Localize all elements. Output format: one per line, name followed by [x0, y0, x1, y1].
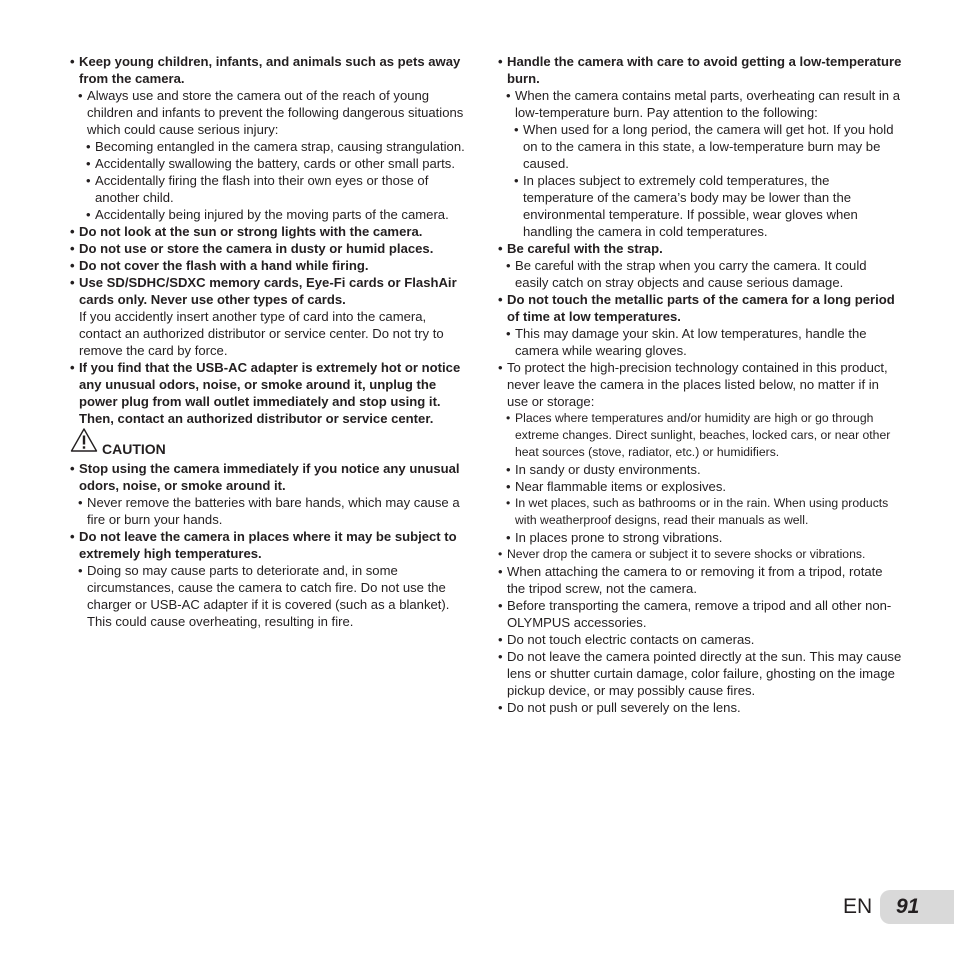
- bullet-item: • This may damage your skin. At low temperatures, handle the camera while wearing gloves.: [498, 325, 902, 359]
- caution-label: CAUTION: [102, 441, 166, 457]
- bullet-item: • Never remove the batteries with bare hands, which may cause a fire or burn your hands.: [70, 494, 472, 528]
- left-column: [70, 53, 472, 630]
- bullet-item: • Places where temperatures and/or humidity are high or go through extreme changes. Direct sunlight, beaches, locked cars, or near other heat sources (stove, radiator, etc.) or humidifiers.: [498, 410, 902, 461]
- bullet-heading: • Do not touch electric contacts on cameras.: [498, 631, 902, 648]
- bullet-heading: • Do not cover the flash with a hand while firing.: [70, 257, 472, 274]
- warning-triangle-icon: [70, 427, 98, 453]
- bullet-heading: • Do not look at the sun or strong lights with the camera.: [70, 223, 472, 240]
- bullet-item: • Becoming entangled in the camera strap, causing strangulation.: [70, 138, 472, 155]
- bullet-item: • When used for a long period, the camera will get hot. If you hold on to the camera in this state, a low-temperature burn may be caused.: [498, 121, 902, 172]
- bullet-heading: • Before transporting the camera, remove a tripod and all other non-OLYMPUS accessories.: [498, 597, 902, 631]
- bullet-item: • In places prone to strong vibrations.: [498, 529, 902, 546]
- caution-heading: [70, 427, 472, 460]
- bullet-item: • Accidentally being injured by the moving parts of the camera.: [70, 206, 472, 223]
- left-top-list: [70, 53, 472, 427]
- bullet-item: • When the camera contains metal parts, overheating can result in a low-temperature burn. Pay attention to the following:: [498, 87, 902, 121]
- page-number: 91: [896, 895, 920, 918]
- language-label: EN: [843, 895, 873, 918]
- bullet-heading: • To protect the high-precision technology contained in this product, never leave the camera in the places listed below, no matter if in use or storage:: [498, 359, 902, 410]
- bullet-heading: • Keep young children, infants, and animals such as pets away from the camera.: [70, 53, 472, 87]
- bullet-heading: • Use SD/SDHC/SDXC memory cards, Eye-Fi cards or FlashAir cards only. Never use other types of cards.: [70, 274, 472, 308]
- bullet-item: • In sandy or dusty environments.: [498, 461, 902, 478]
- right-column: [498, 53, 902, 716]
- bullet-heading: • If you find that the USB-AC adapter is extremely hot or notice any unusual odors, noise, or smoke around it, unplug the power plug from wall outlet immediately and stop using it. Then, contact an authorized distributor or service center.: [70, 359, 472, 427]
- bullet-heading: • Do not touch the metallic parts of the camera for a long period of time at low temperatures.: [498, 291, 902, 325]
- bullet-item: • Always use and store the camera out of the reach of young children and infants to prevent the following dangerous situations which could cause serious injury:: [70, 87, 472, 138]
- bullet-heading: • Be careful with the strap.: [498, 240, 902, 257]
- bullet-item: • Near flammable items or explosives.: [498, 478, 902, 495]
- bullet-item: • Doing so may cause parts to deteriorate and, in some circumstances, cause the camera to catch fire. Do not use the charger or USB-AC adapter if it is covered (such as a blanket). This could cause overheating, resulting in fire.: [70, 562, 472, 630]
- bullet-heading: • Never drop the camera or subject it to severe shocks or vibrations.: [498, 546, 902, 563]
- bullet-heading: • Stop using the camera immediately if you notice any unusual odors, noise, or smoke around it.: [70, 460, 472, 494]
- bullet-item: • Be careful with the strap when you carry the camera. It could easily catch on stray objects and cause serious damage.: [498, 257, 902, 291]
- bullet-heading: • Do not leave the camera in places where it may be subject to extremely high temperatures.: [70, 528, 472, 562]
- bullet-item: • Accidentally firing the flash into their own eyes or those of another child.: [70, 172, 472, 206]
- bullet-item: • In wet places, such as bathrooms or in the rain. When using products with weatherproof designs, read their manuals as well.: [498, 495, 902, 529]
- right-list: [498, 53, 902, 716]
- bullet-item: • Accidentally swallowing the battery, cards or other small parts.: [70, 155, 472, 172]
- bullet-heading: • Do not leave the camera pointed directly at the sun. This may cause lens or shutter curtain damage, color failure, ghosting on the image pickup device, or may possibly cause fires.: [498, 648, 902, 699]
- bullet-heading: • When attaching the camera to or removing it from a tripod, rotate the tripod screw, not the camera.: [498, 563, 902, 597]
- bullet-heading: • Do not push or pull severely on the lens.: [498, 699, 902, 716]
- bullet-heading: • Do not use or store the camera in dusty or humid places.: [70, 240, 472, 257]
- bullet-item: • In places subject to extremely cold temperatures, the temperature of the camera’s body may be lower than the environmental temperature. If possible, wear gloves when handling the camera in cold temperatures.: [498, 172, 902, 240]
- left-bottom-list: [70, 460, 472, 630]
- paragraph: If you accidently insert another type of card into the camera, contact an authorized distributor or service center. Do not try to remove the card by force.: [79, 309, 444, 358]
- bullet-heading: • Handle the camera with care to avoid getting a low-temperature burn.: [498, 53, 902, 87]
